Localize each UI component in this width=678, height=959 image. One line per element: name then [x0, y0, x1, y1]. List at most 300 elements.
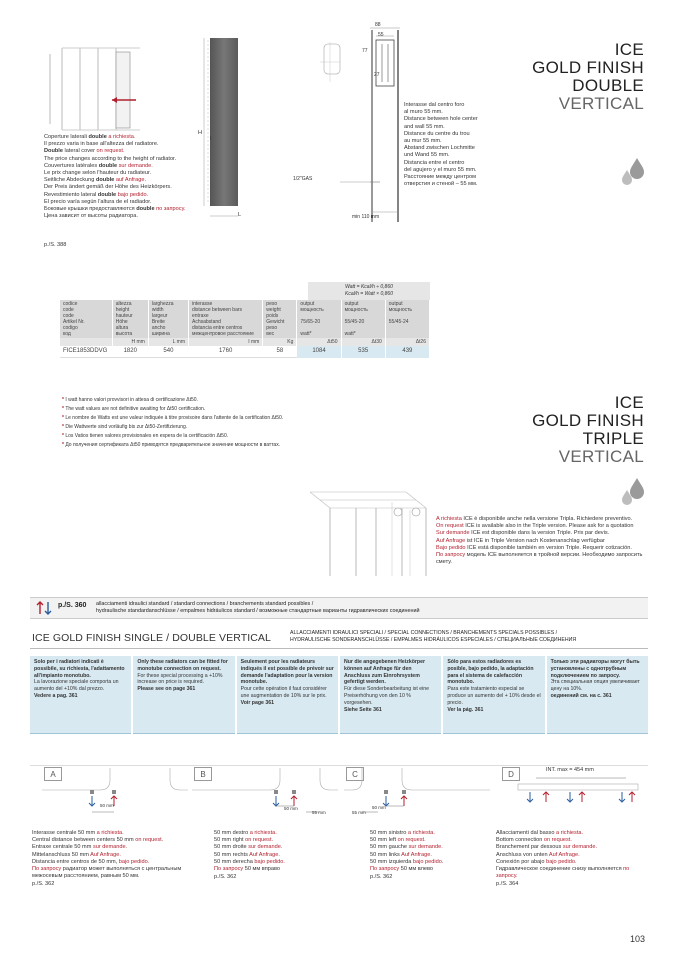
table-cell: 1760 [189, 346, 263, 358]
text-run: 50 mm gauche [370, 844, 409, 851]
info-box [443, 656, 544, 734]
connection-type-d-label: D [502, 767, 520, 781]
text-line: al muro 55 mm. [404, 109, 443, 116]
text-run: Bajo pedido [436, 544, 466, 551]
dim-88-label: 88 [375, 22, 381, 28]
connection-a-diagram [40, 766, 190, 826]
text-run: модель ICE выполняется в тройной версии. Необходимо запросить смету. [436, 552, 643, 566]
header-line: Breite [151, 319, 165, 325]
text-line [214, 837, 364, 844]
asterisk-icon: * [62, 433, 66, 439]
dim-77-label: 77 [362, 48, 368, 54]
asterisk-icon: * [62, 442, 66, 448]
text-line [496, 866, 648, 880]
text-run: ist ICE in Triple Version nach Kostenanschlag verfügbar [465, 537, 605, 544]
text-line [370, 830, 490, 837]
connection-a-dimension: 50 mm [100, 803, 114, 808]
text-run: Revestimiento lateral [44, 191, 98, 198]
text-run: 50 mm derecha [214, 858, 255, 865]
text-line [436, 538, 654, 545]
connections-text [96, 601, 646, 615]
text-line [436, 523, 654, 530]
text-line: отверстия и стеной – 55 мм. [404, 181, 478, 188]
text-run: on request. [96, 148, 125, 155]
side-cover-illustration [40, 44, 160, 134]
connection-type-b-label: B [194, 767, 212, 781]
asterisk-icon: * [62, 424, 66, 430]
text-run: Боковые крышки предоставляются [44, 206, 137, 213]
text-run: 50 mm left [370, 837, 398, 844]
connection-a-description [32, 830, 207, 889]
header-line: watt* [344, 331, 356, 337]
text-run: 50 мм вправо [243, 866, 281, 873]
text-run: 50 mm izquierda [370, 858, 413, 865]
dim-i-label: I [210, 136, 212, 142]
table-cell: FICE1853DDVG [60, 346, 112, 358]
connection-c-description [370, 830, 490, 881]
text-line [44, 177, 204, 184]
text-run: El precio varía según l'altura de el radiador. [44, 198, 152, 205]
title-line: GOLD FINISH [532, 58, 644, 77]
text-line: del agujero y el muro 55 mm. [404, 166, 477, 173]
text-run: Der Preis ändert gemäß der Höhe des Heizkörpers. [44, 184, 172, 191]
info-box [133, 656, 234, 734]
page-reference: p./S. 362 [370, 874, 393, 881]
footnote [62, 405, 382, 414]
info-box-heading: Только эти радиаторы могут быть установлены с однотрубным подключением по запросу. [550, 659, 640, 679]
text-run: Auf Anfrage. [548, 851, 580, 858]
text-line [44, 192, 204, 199]
info-box-reference: оединений см. на с. 361 [550, 692, 612, 699]
footnote-text: Los Vatios tienen valores provisionales en espera de la certificación Δt50. [65, 433, 229, 439]
text-line [32, 866, 207, 873]
min-distance-label: min 110 mm [352, 214, 380, 220]
text-run: double [97, 191, 117, 198]
table-units-row [60, 338, 430, 346]
radiator-side-drawing [310, 22, 410, 232]
text-run: Anschluss von unten [496, 851, 549, 858]
text-run: double [136, 206, 155, 213]
section-divider [30, 648, 648, 649]
text-run: по запросу. [496, 866, 630, 880]
text-run: sur demande. [117, 162, 153, 169]
connection-c-dimension-2: 55 mm [352, 810, 366, 815]
header-line: weight [266, 307, 281, 313]
unit-cell: I mm [189, 338, 263, 346]
header-cell [341, 300, 385, 338]
header-line: peso [266, 325, 278, 331]
text-run: bajo pedido. [118, 858, 150, 865]
text-line [496, 852, 648, 859]
header-line: entraxe [192, 313, 209, 319]
triple-radiator-illustration [306, 490, 430, 576]
text-line [32, 873, 207, 880]
header-line: codice [63, 301, 78, 307]
text-run: Le prix change selon l'hauteur du radiateur. [44, 170, 152, 177]
text-run: 50 mm rechts [214, 851, 250, 858]
footnote-text: Die Wattwerte sind vorläufig bis zur Δt50-Zertifizierung. [65, 424, 188, 430]
text-line [44, 206, 204, 213]
text-line [370, 844, 490, 851]
header-cell [189, 300, 263, 338]
text-run: bajo pedido. [254, 858, 285, 865]
unit-cell: L mm [148, 338, 188, 346]
text-run: a richiesta. [106, 134, 136, 140]
text-line [496, 844, 648, 851]
page-reference: p./S. 388 [44, 242, 67, 248]
header-line: высота [115, 331, 133, 337]
text-run: 50 mm links [370, 851, 402, 858]
triple-note [436, 516, 654, 566]
text-run: Seitliche Abdeckung [44, 177, 96, 184]
text-line [32, 852, 207, 859]
footnote [62, 414, 382, 423]
text-line [214, 844, 364, 851]
text-line [214, 866, 364, 873]
text-run: bajo pedido. [412, 858, 444, 865]
title-line: GOLD FINISH [532, 411, 644, 430]
text-run: межосевым расстоянием, равным 50 мм. [32, 873, 140, 880]
header-line: output [300, 301, 315, 307]
text-run: sur demande. [408, 844, 443, 851]
text-run: double [88, 134, 107, 140]
text-line [32, 844, 207, 851]
info-box-reference: Siehe Seite 361 [343, 706, 382, 713]
text-run: 50 мм влево [399, 866, 434, 873]
text-run: Entraxe centrale 50 mm [32, 844, 93, 851]
text-run: Coperture laterali [44, 134, 89, 140]
text-run: a richiesta. [407, 830, 435, 836]
header-cell [263, 300, 297, 338]
header-line: larghezza [151, 301, 174, 307]
header-line: ширина [151, 331, 170, 337]
header-line: мощность [300, 307, 324, 313]
header-line: вес [266, 331, 275, 337]
connection-c-diagram [342, 766, 492, 826]
text-run: Auf Anfrage. [249, 851, 280, 858]
text-line [436, 545, 654, 552]
watt-note-line: Watt = Kcal/h ÷ 0,860 [345, 284, 393, 290]
text-run: bajo pedido. [546, 858, 577, 865]
text-run: по запросу. [154, 206, 186, 213]
header-cell [60, 300, 112, 338]
text-line [44, 170, 204, 177]
header-line: мощность [388, 307, 413, 313]
table-cell: 1820 [112, 346, 148, 358]
text-run: lateral cover [62, 148, 97, 155]
text-run: Auf Anfrage [436, 537, 466, 544]
footnote [62, 432, 382, 441]
text-line: und Wand 55 mm. [404, 152, 450, 159]
text-run: Il prezzo varia in base all'altezza del radiatore. [44, 141, 159, 148]
header-line: interasse [192, 301, 213, 307]
info-box-reference: Ver la pág. 361 [447, 706, 484, 713]
text-run: Auf Anfrage. [401, 851, 432, 858]
text-run: sur demande. [248, 844, 283, 851]
header-line: width [151, 307, 164, 313]
watt-conversion-note [308, 282, 430, 300]
text-run: double [95, 177, 115, 184]
page-number: 103 [630, 934, 646, 944]
water-drop-icon [618, 476, 648, 508]
info-box [30, 656, 131, 734]
section-subtitle [290, 630, 650, 644]
info-box-heading: Solo per i radiatori indicati è possibile, su richiesta, l'adattamento all'impianto monotubo. [34, 659, 125, 679]
text-line: Abstand zwischen Lochmitte [404, 145, 475, 152]
connection-c-dimension: 50 mm [372, 805, 386, 810]
connection-b-description [214, 830, 364, 881]
footnote [62, 396, 382, 405]
text-line [496, 837, 648, 844]
info-box-heading: Seulement pour les radiateurs indiqués il est possible de prévoir sur demande l'adaptation pour la version monotube. [240, 659, 334, 686]
side-cover-note [44, 134, 204, 220]
text-line [44, 156, 204, 163]
text-line: Distancia entre el centro [404, 159, 465, 166]
unit-cell: Kg [263, 338, 297, 346]
header-line: мощность [344, 307, 368, 313]
header-line: код [63, 331, 71, 337]
info-box [340, 656, 441, 734]
connection-b-dimension: 50 mm [284, 806, 298, 811]
unit-cell: Δt26 [385, 338, 429, 346]
connection-b-dimension-2: 55 mm [312, 810, 326, 815]
unit-cell: Δt50 [297, 338, 341, 346]
info-box-text: La lavorazione speciale comporta un aumento del +10% dal prezzo. [34, 679, 119, 693]
unit-cell: Δt30 [341, 338, 385, 346]
text-line: Расстояние между центром [404, 174, 476, 181]
text-run: Couvertures latérales [44, 162, 99, 169]
section-subtitle-line: HYDRAULISCHE SONDERANSCHLÜSSE / EMPALMES HIDRÁULICOS ESPECIALES / СПЕЦИАЛЬНЫЕ СОЕДИНЕНИЯ [290, 637, 577, 643]
text-line [436, 516, 654, 523]
header-line: hauteur [115, 313, 133, 319]
footnote-text: Le nombre de Watts est une valeur indiquée à titre provisoire dans l'attente de la certification Δt50. [65, 415, 284, 421]
asterisk-icon: * [62, 397, 66, 403]
text-line [436, 530, 654, 537]
text-run: 50 mm sinistro [370, 830, 408, 836]
table-cell: 1084 [297, 346, 341, 358]
text-run: On request [436, 523, 464, 530]
page-reference: p./S. 362 [214, 874, 237, 881]
text-line [370, 837, 490, 844]
header-cell [148, 300, 188, 338]
header-line: altura [115, 325, 129, 331]
text-run: радиатор может выполняться с центральным [61, 866, 182, 873]
header-line: 55/45-24 [388, 319, 409, 325]
text-line [44, 148, 204, 155]
connections-ref: p./S. 360 [58, 602, 87, 609]
text-line [44, 213, 204, 220]
text-run: The price changes according to the height of radiator. [44, 155, 177, 162]
text-line: Distance du centre du trou [404, 130, 470, 137]
text-line [370, 866, 490, 873]
text-run: Bottom connection [496, 837, 544, 844]
header-line: poids [266, 313, 279, 319]
text-run: По запросу [32, 866, 62, 873]
text-line [496, 830, 648, 837]
text-run: on request. [135, 837, 164, 844]
text-run: Distancia entre centros de 50 mm, [32, 858, 119, 865]
text-line [214, 830, 364, 837]
header-line: largeur [151, 313, 168, 319]
info-box-reference: Please see on page 361 [137, 686, 196, 693]
header-line: distancia entre centros [192, 325, 243, 331]
header-cell [385, 300, 429, 338]
table-cell: 535 [341, 346, 385, 358]
title-triple [444, 394, 644, 466]
header-line [389, 331, 426, 337]
text-run: auf Anfrage. [114, 177, 147, 184]
text-line [496, 859, 648, 866]
footnotes [62, 396, 382, 450]
text-line [32, 859, 207, 866]
connection-type-a-label: A [44, 767, 62, 781]
footnote-text: The watt values are not definitive awaiting for Δt50 certification. [65, 406, 206, 412]
header-line: output [388, 301, 403, 307]
header-line: Gewicht [266, 319, 285, 325]
text-run: По запросу [214, 866, 244, 873]
header-line: height [115, 307, 130, 313]
text-line [370, 859, 490, 866]
text-run: Central distance between centers 50 mm [32, 837, 136, 844]
connections-line: allacciamenti idraulici standard / standard connections / branchements standard possibles / [96, 601, 314, 607]
table-row [60, 346, 430, 358]
footnote-text: I watt hanno valori provvisori in attesa di certificazione Δt50. [65, 397, 198, 403]
title-line: TRIPLE [582, 429, 644, 448]
table-cell: 540 [148, 346, 188, 358]
interaxis-note [404, 102, 504, 188]
info-box-text: Pour cette opération il faut considérer une augmentation de 10% sur le prix. [240, 686, 327, 699]
text-run: ICE est disponible dans la version Triple. Prix par devis. [469, 530, 610, 537]
text-line: Interasse dal centro foro [404, 102, 465, 108]
title-line: ICE [614, 393, 644, 412]
text-run: bajo pedido. [116, 191, 149, 198]
title-line: DOUBLE [572, 76, 644, 95]
section-subtitle-line: ALLACCIAMENTI IDRAULICI SPECIALI / SPECIAL CONNECTIONS / BRANCHEMENTS SPECIALS POSSIBLES / [290, 630, 558, 636]
text-line: and wall 55 mm. [404, 123, 445, 130]
text-line [44, 199, 204, 206]
info-box [237, 656, 338, 734]
text-run: Mittelanschluss 50 mm [32, 851, 91, 858]
title-line: ICE [614, 40, 644, 59]
header-line: altezza [115, 301, 132, 307]
header-line: output [344, 301, 359, 307]
page-reference: p./S. 364 [496, 881, 519, 888]
text-line [44, 163, 204, 170]
text-run: sur demande. [92, 844, 128, 851]
text-line: au mur 55 mm. [404, 138, 442, 145]
section-title: ICE GOLD FINISH SINGLE / DOUBLE VERTICAL [32, 632, 271, 644]
info-box-text: Para este tratamiento especial se produce un aumento del + 10% desde el precio. [447, 686, 541, 706]
header-line: peso [266, 301, 278, 307]
text-line [214, 859, 364, 866]
connection-d-dimension: INT. max = 454 mm [546, 767, 594, 773]
header-line: межцентровое расстояние [192, 331, 254, 337]
table-cell: 439 [385, 346, 429, 358]
footnote-text: До получения сертификата Δt50 приводятся предварительное значение мощности в ваттах. [65, 442, 281, 448]
radiator-front-drawing [192, 30, 272, 230]
header-line: codigo [63, 325, 78, 331]
info-box-reference: Vedere a pag. 361 [34, 692, 78, 699]
header-line: Höhe [115, 319, 128, 325]
info-box-heading: Nur die angegebenen Heizkörper können auf Anfrage für den Anschluss zum Einrohrsystem gefertigt werden. [343, 659, 425, 686]
text-line [370, 852, 490, 859]
connection-type-c-label: C [346, 767, 364, 781]
text-run: Гидравлическое соединение снизу выполняется [496, 866, 624, 873]
text-run: ICE is available also in the Triple version. Please ask for a quotation [463, 523, 634, 530]
text-run: ICE è disponibile anche nella versione Tripla. Richiedere preventivo. [461, 516, 633, 522]
header-line: code [63, 313, 74, 319]
dim-55-label: 55 [378, 32, 384, 38]
info-box-text: For these special processing a +10% increase on price is required. [137, 672, 223, 686]
spec-table [60, 300, 430, 358]
up-down-arrows-icon [36, 600, 52, 616]
text-run: ICE está disponible también en version Triple. Requerir cotización. [465, 544, 632, 551]
title-line: VERTICAL [558, 94, 644, 113]
info-box [547, 656, 648, 734]
dim-27-label: 27 [374, 72, 380, 78]
table-header-row [60, 300, 430, 338]
water-drop-icon [618, 156, 648, 188]
page-reference: p./S. 362 [32, 881, 55, 888]
title-line: VERTICAL [558, 447, 644, 466]
info-box-heading: Only these radiators can be fitted for monotube connection on request. [137, 659, 228, 672]
text-run: A richiesta [436, 516, 462, 522]
text-line [32, 837, 207, 844]
text-run: on request. [397, 837, 426, 844]
text-run: Interasse centrale 50 mm [32, 830, 97, 836]
connection-d-description [496, 830, 648, 889]
text-run: По запросу [436, 552, 466, 559]
text-run: Auf Anfrage. [90, 851, 121, 858]
info-box-heading: Sólo para estos radiadores es posible, bajo pedido, la adaptación para el sistema de calefacción monotubo. [447, 659, 534, 686]
header-line: Achsabstand [192, 319, 221, 325]
text-line [214, 852, 364, 859]
text-run: По запросу [370, 866, 400, 873]
info-box-row [30, 656, 648, 734]
table-cell: 58 [263, 346, 297, 358]
text-run: 50 mm droite [214, 844, 249, 851]
connections-line: hydraulische standardanschlüsse / empalmes hidráulicos standard / возможные стандартные варианты гидравлических соединений [96, 608, 420, 615]
asterisk-icon: * [62, 415, 66, 421]
header-line: 75/65-20 [300, 319, 321, 325]
text-line: Distance between hole center [404, 116, 478, 123]
connection-b-diagram [190, 766, 340, 826]
connection-d-diagram [498, 772, 648, 826]
text-run: 50 mm right [214, 837, 246, 844]
footnote [62, 423, 382, 432]
header-line: ancho [151, 325, 166, 331]
header-line: code [63, 307, 74, 313]
text-run: Double [44, 148, 63, 155]
text-run: Branchement par dessous [496, 844, 563, 851]
text-line [44, 141, 204, 148]
footnote [62, 441, 382, 450]
text-run: a richiesta. [96, 830, 124, 836]
text-run: Цена зависит от высоты радиатора. [44, 213, 138, 220]
text-run: Allacciamenti dal basso [496, 830, 557, 836]
text-run: a richiesta. [249, 830, 277, 836]
text-line [44, 184, 204, 191]
asterisk-icon: * [62, 406, 66, 412]
text-run: Sur demande [436, 530, 470, 537]
watt-note-line: Kcal/h = Watt × 0,860 [345, 291, 393, 297]
text-run: double [98, 162, 118, 169]
info-box-text: Эта специальная опция увеличивает цену на 10%. [550, 679, 640, 693]
text-run: sur demande. [562, 844, 598, 851]
text-line [32, 830, 207, 837]
text-run: on request. [245, 837, 274, 844]
header-cell [297, 300, 341, 338]
